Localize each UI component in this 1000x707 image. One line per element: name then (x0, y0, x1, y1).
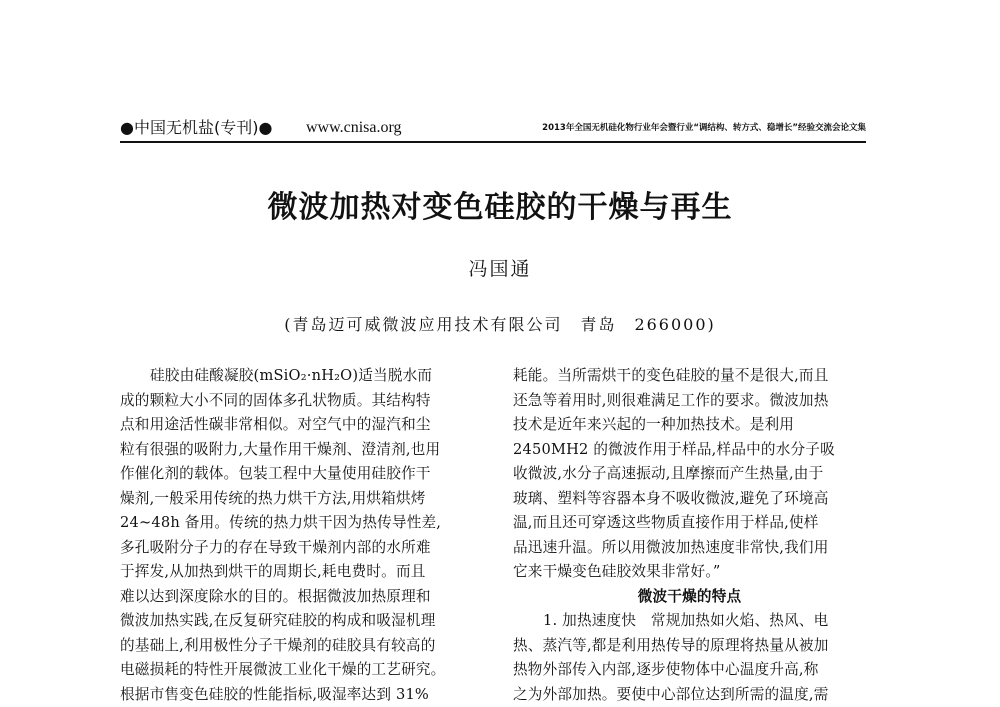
body-line: 收微波,水分子高速振动,且摩擦而产生热量,由于 (513, 462, 866, 487)
body-line: 温,而且还可穿透这些物质直接作用于样品,使样 (513, 511, 866, 536)
body-line: 微波加热实践,在反复研究硅胶的构成和吸湿机理 (120, 609, 473, 634)
body-line: 于挥发,从加热到烘干的周期长,耗电费时。而且 (120, 560, 473, 585)
body-line: 24~48h 备用。传统的热力烘干因为热传导性差, (120, 511, 473, 536)
body-line: 硅胶由硅酸凝胶(mSiO₂·nH₂O)适当脱水而 (120, 364, 473, 389)
article-author: 冯国通 (0, 257, 1000, 281)
body-line: 还急等着用时,则很难满足工作的要求。微波加热 (513, 389, 866, 414)
body-line: 的基础上,利用极性分子干燥剂的硅胶具有较高的 (120, 634, 473, 659)
journal-url[interactable]: www.cnisa.org (306, 118, 402, 138)
body-line: 1. 加热速度快 常规加热如火焰、热风、电 (513, 609, 866, 634)
body-line: 点和用途活性碳非常相似。对空气中的湿汽和尘 (120, 413, 473, 438)
header-divider (120, 141, 866, 143)
body-line: 它来干燥变色硅胶效果非常好。” (513, 560, 866, 585)
body-line: 热、蒸汽等,都是利用热传导的原理将热量从被加 (513, 634, 866, 659)
body-line: 成的颗粒大小不同的固体多孔状物质。其结构特 (120, 389, 473, 414)
body-line: 2450MH2 的微波作用于样品,样品中的水分子吸 (513, 438, 866, 463)
body-line: 之为外部加热。要使中心部位达到所需的温度,需 (513, 683, 866, 707)
body-line: 热物外部传入内部,逐步使物体中心温度升高,称 (513, 658, 866, 683)
body-line: 燥剂,一般采用传统的热力烘干方法,用烘箱烘烤 (120, 487, 473, 512)
body-line: 电磁损耗的特性开展微波工业化干燥的工艺研究。 (120, 658, 473, 683)
body-line: 多孔吸附分子力的存在导致干燥剂内部的水所难 (120, 536, 473, 561)
body-line: 难以达到深度除水的目的。根据微波加热原理和 (120, 585, 473, 610)
body-line: 粒有很强的吸附力,大量作用干燥剂、澄清剂,也用 (120, 438, 473, 463)
body-line: 耗能。当所需烘干的变色硅胶的量不是很大,而且 (513, 364, 866, 389)
article-title: 微波加热对变色硅胶的干燥与再生 (0, 190, 1000, 226)
journal-name: ●中国无机盐(专刊)● (120, 118, 272, 138)
author-affiliation: (青岛迈可威微波应用技术有限公司 青岛 266000) (0, 314, 1000, 336)
body-column-right (513, 364, 866, 707)
body-column-left (120, 364, 473, 707)
body-line: 品迅速升温。所以用微波加热速度非常快,我们用 (513, 536, 866, 561)
body-line: 作催化剂的载体。包装工程中大量使用硅胶作干 (120, 462, 473, 487)
body-line: 根据市售变色硅胶的性能指标,吸湿率达到 31% (120, 683, 473, 707)
body-line: 技术是近年来兴起的一种加热技术。是利用 (513, 413, 866, 438)
section-heading: 微波干燥的特点 (513, 585, 866, 610)
conference-name: 2013年全国无机硅化物行业年会暨行业“调结构、转方式、稳增长”经验交流会论文集 (464, 122, 866, 134)
body-line: 玻璃、塑料等容器本身不吸收微波,避免了环境高 (513, 487, 866, 512)
